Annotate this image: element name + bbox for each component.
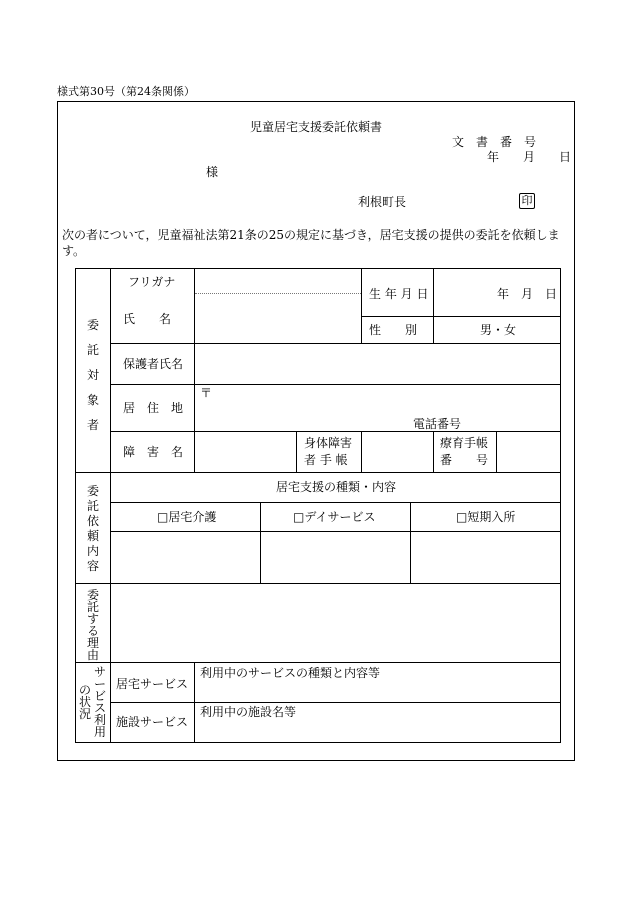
rehab-cert-label-1: 療育手帳 [440,436,489,450]
seal-mark: 印 [519,193,535,209]
birthdate-value: 年 月 日 [497,287,558,301]
phone-label: 電話番号 [413,417,462,431]
furigana-label: フリガナ [128,275,176,289]
facility-service-note: 利用中の施設名等 [200,705,297,719]
address-label: 居 住 地 [123,401,184,415]
support-type-header: 居宅支援の種類・内容 [276,480,397,494]
facility-service-label: 施設サービス [116,715,189,729]
physical-cert-label-2: 者 手 帳 [304,453,348,467]
sender-name: 利根町長 [358,195,407,209]
section-request-title: 委託依頼内容 [86,484,99,573]
home-service-note: 利用中のサービスの種類と内容等 [200,666,381,680]
section-reason-title: 委託する理由 [86,588,99,662]
rehab-cert-label-2: 番 号 [440,453,489,467]
sex-value: 男・女 [480,323,517,337]
name-label: 氏 名 [123,312,172,326]
section-target-title: 委託対象者 [86,318,99,432]
document-number-label: 文 書 番 号 [452,135,537,149]
birthdate-label: 生 年 月 日 [369,287,429,301]
option-day-service: □デイサービス [293,510,376,524]
section-service-title-col1: サービス利用 [93,665,106,739]
sex-label: 性 別 [369,323,418,337]
date-label: 年 月 日 [487,150,572,164]
guardian-label: 保護者氏名 [123,357,184,371]
physical-cert-label-1: 身体障害 [304,436,353,450]
section-service-title-col2: の状況 [78,683,91,721]
option-home-care: □居宅介護 [157,510,217,524]
postal-mark: 〒 [200,386,213,400]
form-title: 児童居宅支援委託依頼書 [250,120,383,134]
option-short-stay: □短期入所 [456,510,516,524]
intro-text: 次の者について，児童福祉法第21条の25の規定に基づき，居宅支援の提供の委託を依頼します。 [62,228,560,258]
form-id: 様式第30号（第24条関係） [57,85,195,98]
disability-name-label: 障 害 名 [123,445,184,459]
addressee-suffix: 様 [206,165,219,179]
home-service-label: 居宅サービス [116,677,189,691]
